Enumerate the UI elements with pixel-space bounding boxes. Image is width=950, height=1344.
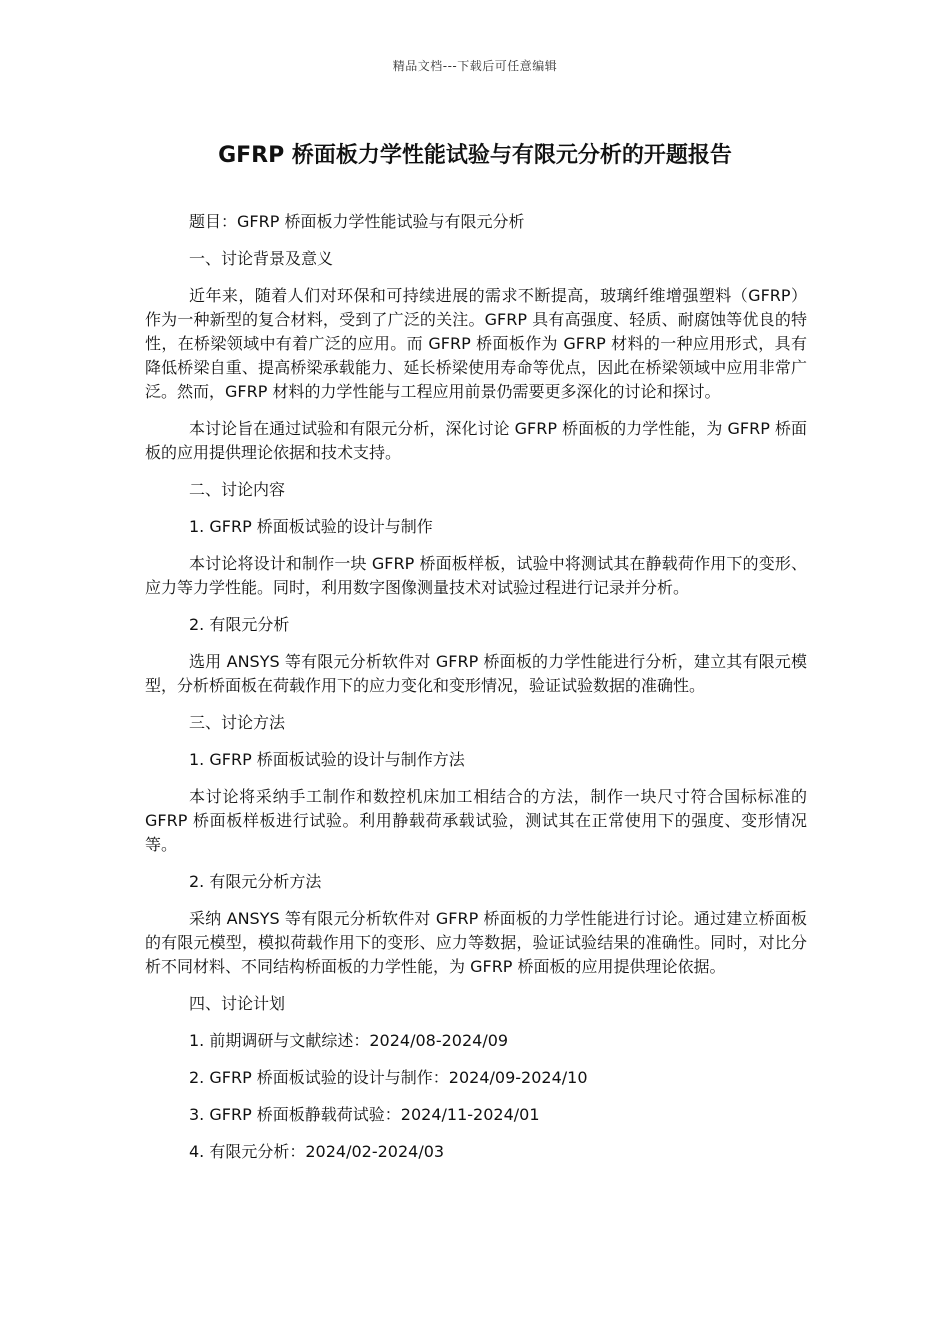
subheading-fea: 2. 有限元分析 — [189, 615, 290, 634]
paragraph-fea: 选用 ANSYS 等有限元分析软件对 GFRP 桥面板的力学性能进行分析，建立其有限元模型，分析桥面板在荷载作用下的应力变化和变形情况，验证试验数据的准确性。 — [145, 652, 807, 695]
paragraph-test-method: 本讨论将采纳手工制作和数控机床加工相结合的方法，制作一块尺寸符合国标标准的 GFRP 桥面板样板进行试验。利用静载荷承载试验，测试其在正常使用下的强度、变形情况等。 — [145, 787, 807, 854]
subject-line: 题目：GFRP 桥面板力学性能试验与有限元分析 — [189, 212, 525, 231]
subheading-fea-method: 2. 有限元分析方法 — [189, 872, 322, 891]
header-note: 精品文档---下载后可任意编辑 — [392, 59, 558, 73]
section-heading-background: 一、讨论背景及意义 — [189, 249, 334, 268]
subheading-test-method: 1. GFRP 桥面板试验的设计与制作方法 — [189, 750, 465, 769]
paragraph-test-design: 本讨论将设计和制作一块 GFRP 桥面板样板，试验中将测试其在静载荷作用下的变形、应力等力学性能。同时，利用数字图像测量技术对试验过程进行记录并分析。 — [145, 554, 807, 597]
document-body — [145, 210, 807, 1177]
paragraph-purpose: 本讨论旨在通过试验和有限元分析，深化讨论 GFRP 桥面板的力学性能，为 GFRP 桥面板的应用提供理论依据和技术支持。 — [145, 419, 807, 462]
section-heading-content: 二、讨论内容 — [189, 480, 286, 499]
section-heading-plan: 四、讨论计划 — [189, 994, 286, 1013]
plan-item: 1. 前期调研与文献综述：2024/08-2024/09 — [189, 1031, 509, 1050]
paragraph-background: 近年来，随着人们对环保和可持续进展的需求不断提高，玻璃纤维增强塑料（GFRP）作为一种新型的复合材料，受到了广泛的关注。GFRP 具有高强度、轻质、耐腐蚀等优良的特性，在桥梁领域中有着广泛的应用。而 GFRP 桥面板作为 GFRP 材料的一种应用形式，具有降低桥梁自重、提高桥梁承载能力、延长桥梁使用寿命等优点，因此在桥梁领域中应用非常广泛。然而，GFRP 材料的力学性能与工程应用前景仍需要更多深化的讨论和探讨。 — [145, 286, 807, 401]
paragraph-fea-method: 采纳 ANSYS 等有限元分析软件对 GFRP 桥面板的力学性能进行讨论。通过建立桥面板的有限元模型，模拟荷载作用下的变形、应力等数据，验证试验结果的准确性。同时，对比分析不同材料、不同结构桥面板的力学性能，为 GFRP 桥面板的应用提供理论依据。 — [145, 909, 807, 976]
plan-item: 2. GFRP 桥面板试验的设计与制作：2024/09-2024/10 — [189, 1068, 588, 1087]
document-title: GFRP 桥面板力学性能试验与有限元分析的开题报告 — [218, 143, 732, 168]
subheading-test-design: 1. GFRP 桥面板试验的设计与制作 — [189, 517, 433, 536]
plan-item: 3. GFRP 桥面板静载荷试验：2024/11-2024/01 — [189, 1105, 540, 1124]
section-heading-methods: 三、讨论方法 — [189, 713, 286, 732]
plan-item: 4. 有限元分析：2024/02-2024/03 — [189, 1142, 445, 1161]
